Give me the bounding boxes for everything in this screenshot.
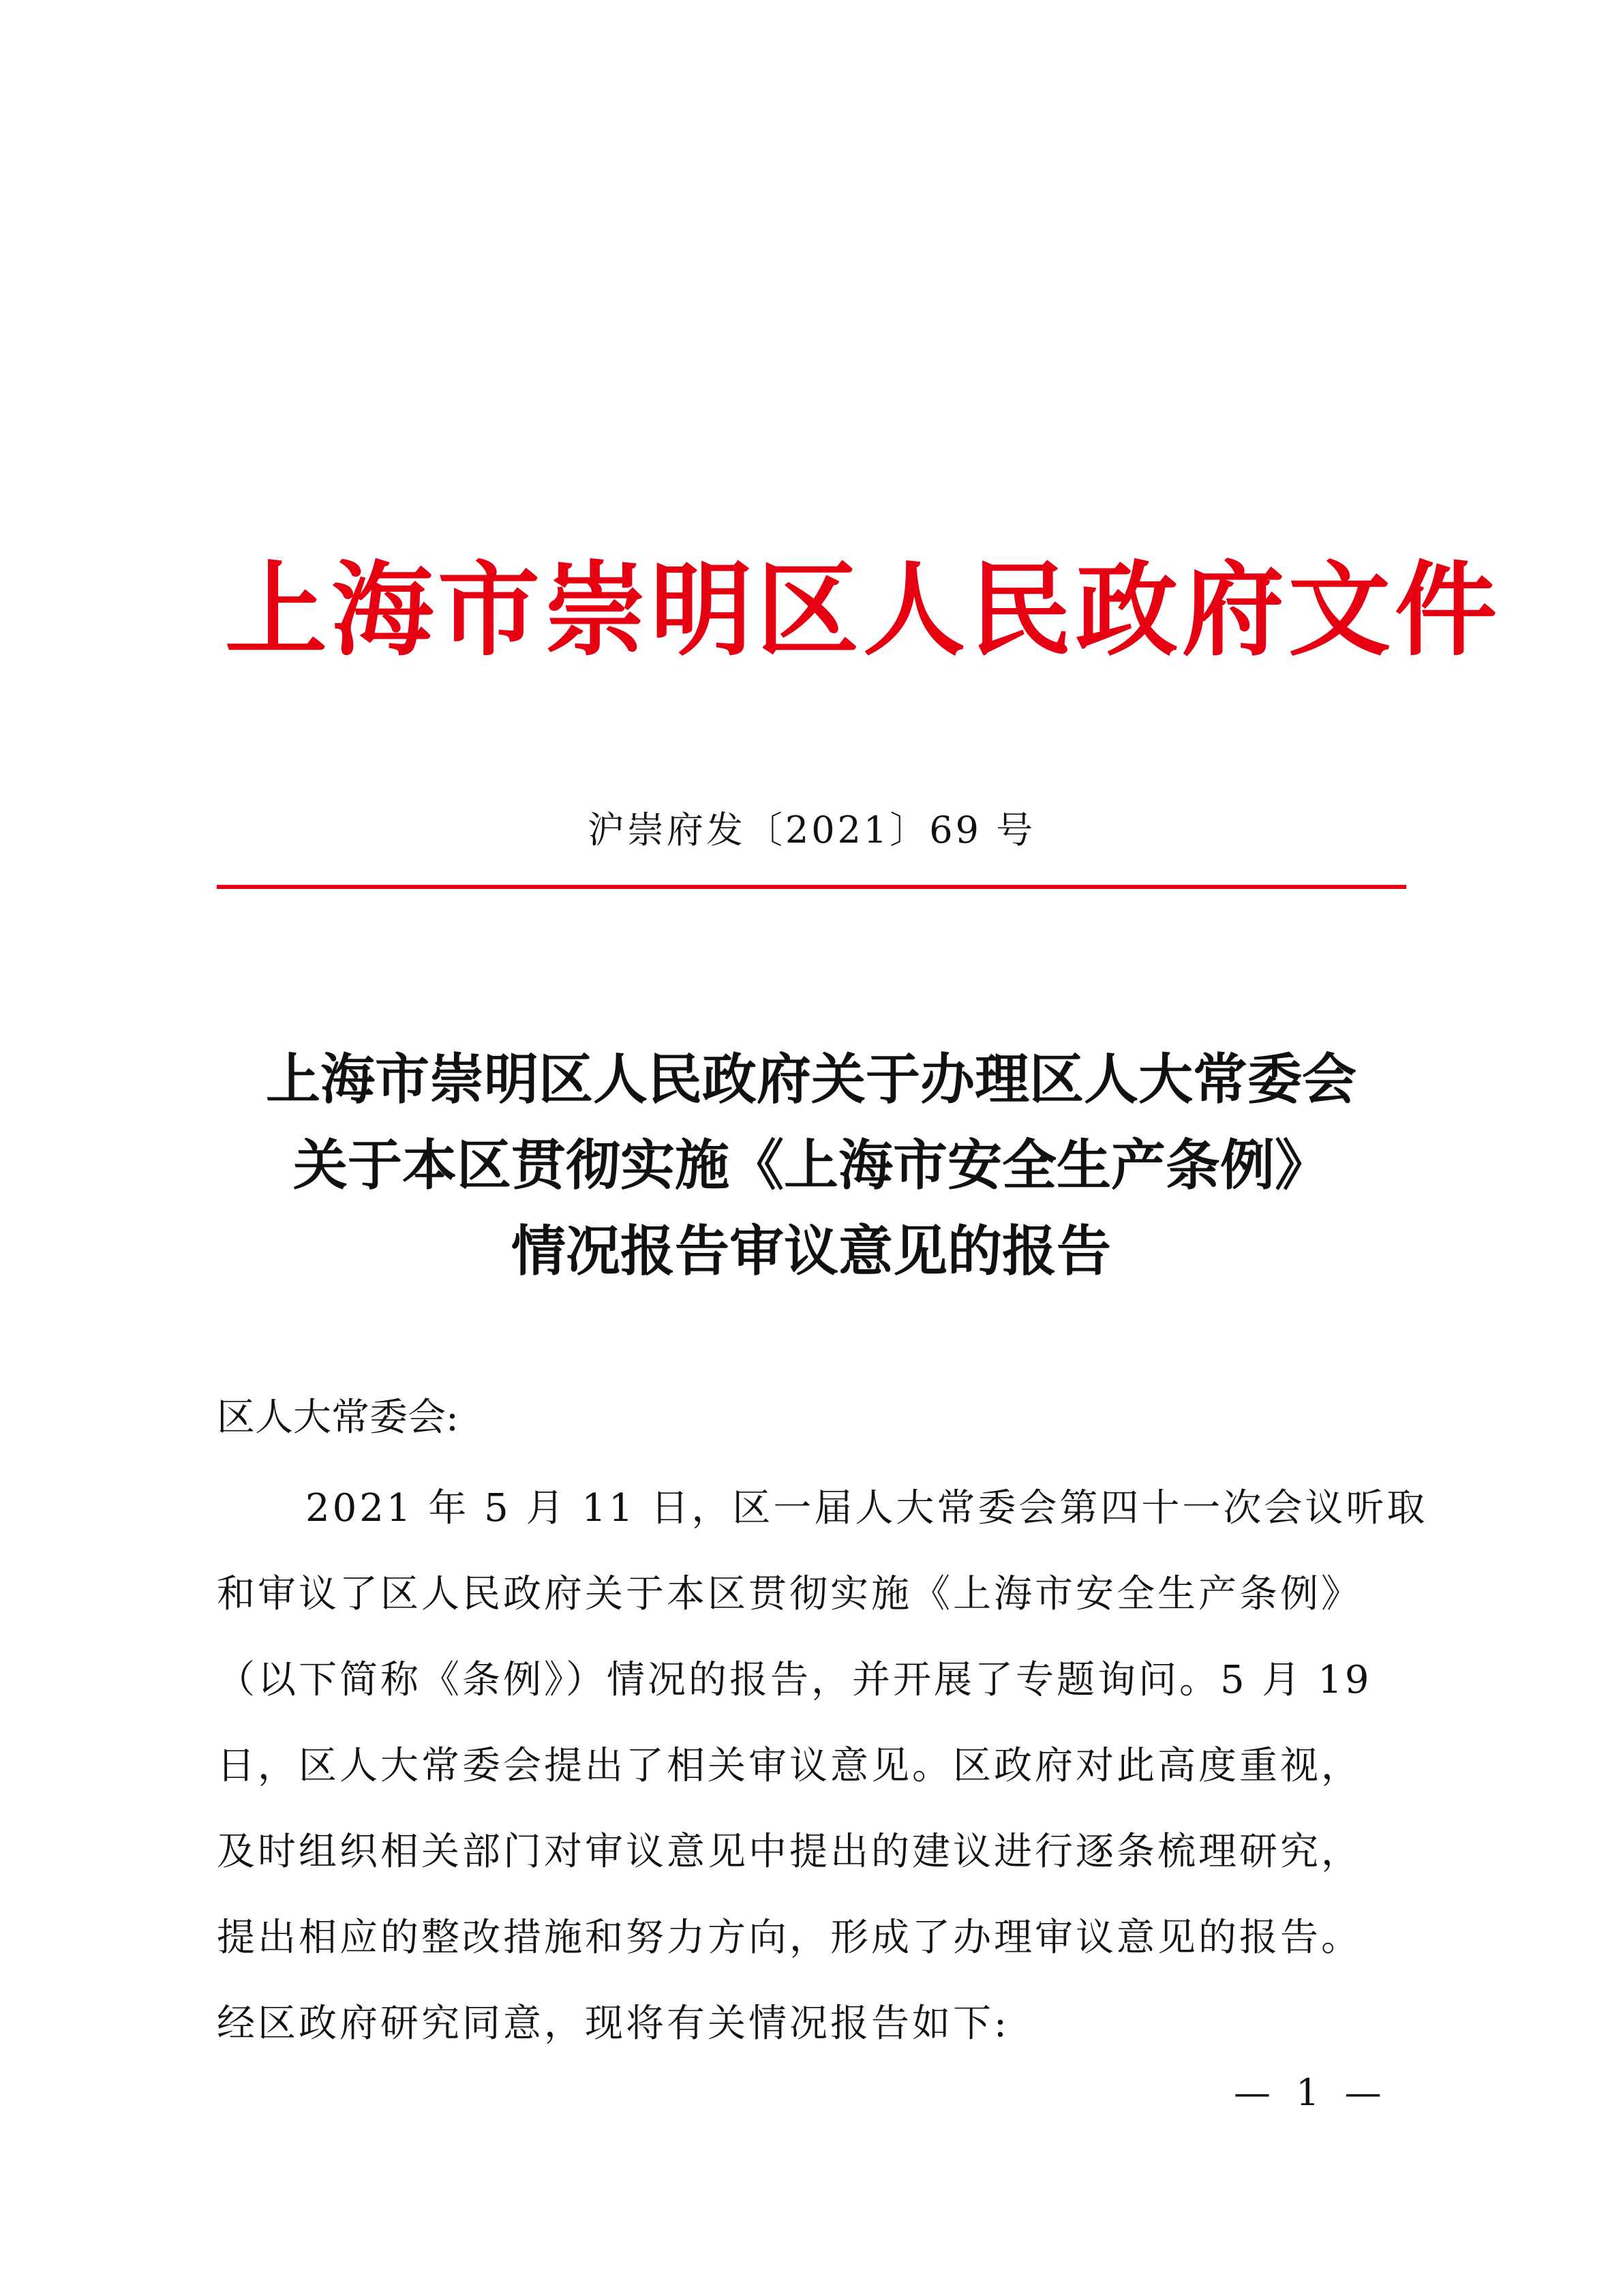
body-line: 及时组织相关部门对审议意见中提出的建议进行逐条梳理研究， [217,1830,1362,1874]
red-divider-rule [217,885,1406,889]
salutation: 区人大常委会: [217,1395,459,1440]
body-line: 和审议了区人民政府关于本区贯彻实施《上海市安全生产条例》 [217,1572,1362,1616]
masthead-title: 上海市崇明区人民政府文件 [225,550,1502,670]
body-line: 2021 年 5 月 11 日，区一届人大常委会第四十一次会议听取 [305,1486,1428,1530]
title-line: 上海市崇明区人民政府关于办理区人大常委会 [266,1047,1356,1111]
body-line: 提出相应的整改措施和努力方向，形成了办理审议意见的报告。 [217,1916,1362,1960]
body-line: 经区政府研究同意，现将有关情况报告如下: [217,2002,1010,2046]
page-number: — 1 — [1234,2071,1389,2114]
body-paragraph [217,1466,1428,2067]
document-title [204,1036,1418,1294]
body-line: 日，区人大常委会提出了相关审议意见。区政府对此高度重视， [217,1744,1362,1788]
title-line: 情况报告审议意见的报告 [511,1219,1111,1283]
body-line: （以下简称《条例》）情况的报告，并开展了专题询问。5 月 19 [217,1658,1372,1702]
document-number: 沪崇府发〔2021〕69 号 [587,809,1036,851]
title-line: 关于本区贯彻实施《上海市安全生产条例》 [293,1133,1329,1197]
